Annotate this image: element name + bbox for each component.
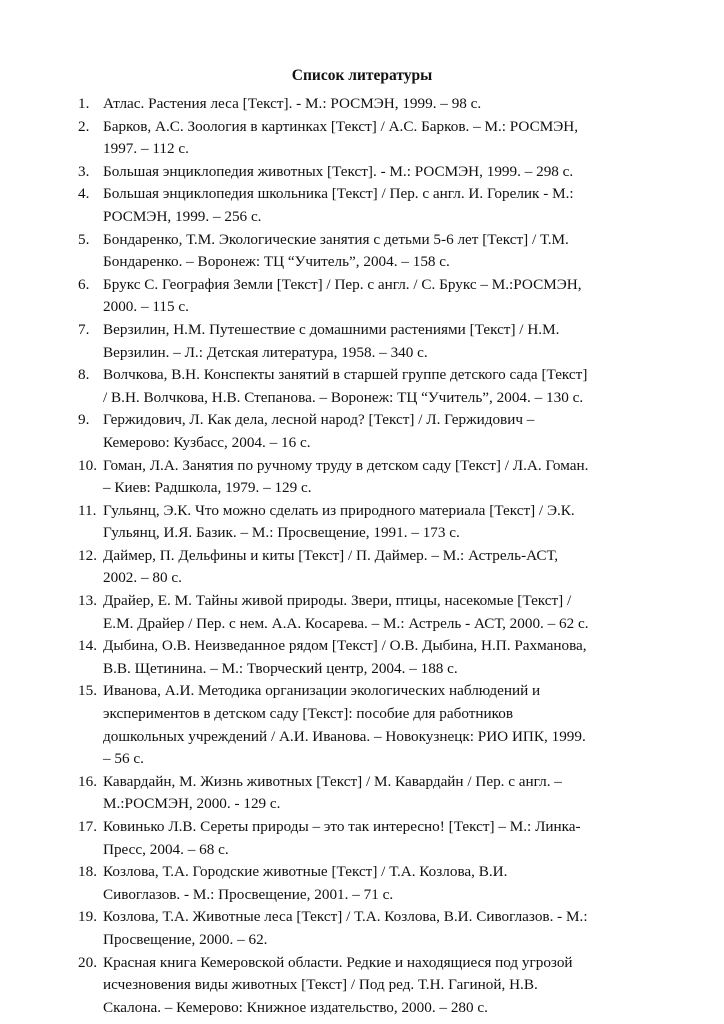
reference-number: 4. xyxy=(78,185,90,203)
reference-line: / В.Н. Волчкова, Н.В. Степанова. – Воронеж: ТЦ “Учитель”, 2004. – 130 с. xyxy=(103,388,584,406)
reference-text xyxy=(103,364,658,409)
reference-line: Барков, А.С. Зоология в картинках [Текст] / А.С. Барков. – М.: РОСМЭН, xyxy=(103,117,579,135)
reference-line: Сивоглазов. - М.: Просвещение, 2001. – 71 с. xyxy=(103,885,394,903)
reference-number: 18. xyxy=(78,863,97,881)
reference-number: 15. xyxy=(78,682,97,700)
reference-text xyxy=(103,455,658,500)
reference-line: Красная книга Кемеровской области. Редкие и находящиеся под угрозой xyxy=(103,953,573,971)
reference-item xyxy=(78,93,658,116)
reference-text xyxy=(103,93,658,116)
reference-line: Гоман, Л.А. Занятия по ручному труду в детском саду [Текст] / Л.А. Гоман. xyxy=(103,456,589,474)
reference-line: Пресс, 2004. – 68 с. xyxy=(103,840,229,858)
reference-line: 2000. – 115 с. xyxy=(103,298,189,316)
reference-line: Просвещение, 2000. – 62. xyxy=(103,930,268,948)
reference-number: 8. xyxy=(78,366,90,384)
reference-text xyxy=(103,161,658,184)
reference-line: Верзилин, Н.М. Путешествие с домашними растениями [Текст] / Н.М. xyxy=(103,320,560,338)
reference-number: 10. xyxy=(78,456,97,474)
reference-text xyxy=(103,274,658,319)
reference-line: – 56 с. xyxy=(103,750,144,768)
reference-text xyxy=(103,500,658,545)
reference-line: Кавардайн, М. Жизнь животных [Текст] / М. Кавардайн / Пер. с англ. – xyxy=(103,772,562,790)
reference-line: Большая энциклопедия школьника [Текст] / Пер. с англ. И. Горелик - М.: xyxy=(103,185,574,203)
reference-line: Бондаренко. – Воронеж: ТЦ “Учитель”, 2004. – 158 с. xyxy=(103,253,450,271)
reference-line: РОСМЭН, 1999. – 256 с. xyxy=(103,207,262,225)
reference-item xyxy=(78,364,658,409)
reference-text xyxy=(103,590,658,635)
reference-line: Бондаренко, Т.М. Экологические занятия с детьми 5-6 лет [Текст] / Т.М. xyxy=(103,230,569,248)
reference-text xyxy=(103,319,658,364)
reference-item xyxy=(78,116,658,161)
reference-item xyxy=(78,500,658,545)
reference-item xyxy=(78,952,658,1020)
reference-text xyxy=(103,229,658,274)
reference-line: – Киев: Радшкола, 1979. – 129 с. xyxy=(103,479,312,497)
page-title: Список литературы xyxy=(291,67,433,84)
reference-item xyxy=(78,161,658,184)
reference-line: Волчкова, В.Н. Конспекты занятий в старшей группе детского сада [Текст] xyxy=(103,366,588,384)
reference-number: 5. xyxy=(78,230,90,248)
reference-number: 19. xyxy=(78,908,97,926)
reference-line: дошкольных учреждений / А.И. Иванова. – Новокузнецк: РИО ИПК, 1999. xyxy=(103,727,586,745)
reference-text xyxy=(103,635,658,680)
reference-line: Кемерово: Кузбасс, 2004. – 16 с. xyxy=(103,433,311,451)
reference-line: 2002. – 80 с. xyxy=(103,569,182,587)
reference-text xyxy=(103,409,658,454)
reference-number: 3. xyxy=(78,162,90,180)
reference-line: Гержидович, Л. Как дела, лесной народ? [Текст] / Л. Гержидович – xyxy=(103,411,535,429)
reference-item xyxy=(78,861,658,906)
reference-item xyxy=(78,274,658,319)
reference-text xyxy=(103,861,658,906)
reference-item xyxy=(78,545,658,590)
reference-item xyxy=(78,816,658,861)
reference-item xyxy=(78,319,658,364)
reference-item xyxy=(78,906,658,951)
reference-number: 11. xyxy=(78,501,97,519)
reference-line: Даймер, П. Дельфины и киты [Текст] / П. Даймер. – М.: Астрель-АСТ, xyxy=(103,546,559,564)
reference-line: Атлас. Растения леса [Текст]. - М.: РОСМЭН, 1999. – 98 с. xyxy=(103,95,482,112)
reference-text xyxy=(103,906,658,951)
reference-number: 13. xyxy=(78,592,97,610)
reference-item xyxy=(78,590,658,635)
reference-text xyxy=(103,952,658,1020)
reference-line: Гульянц, Э.К. Что можно сделать из природного материала [Текст] / Э.К. xyxy=(103,501,575,519)
reference-item xyxy=(78,680,658,770)
reference-number: 14. xyxy=(78,637,97,655)
reference-number: 12. xyxy=(78,546,97,564)
reference-line: Козлова, Т.А. Городские животные [Текст] / Т.А. Козлова, В.И. xyxy=(103,863,508,881)
reference-item xyxy=(78,635,658,680)
reference-number: 9. xyxy=(78,411,90,429)
reference-number: 1. xyxy=(78,95,90,112)
reference-line: Большая энциклопедия животных [Текст]. - М.: РОСМЭН, 1999. – 298 с. xyxy=(103,162,574,180)
reference-line: исчезновения виды животных [Текст] / Под ред. Т.Н. Гагиной, Н.В. xyxy=(103,976,538,994)
reference-number: 7. xyxy=(78,320,90,338)
reference-number: 2. xyxy=(78,117,90,135)
reference-number: 20. xyxy=(78,953,97,971)
reference-line: Верзилин. – Л.: Детская литература, 1958. – 340 с. xyxy=(103,343,428,361)
reference-number: 17. xyxy=(78,818,97,835)
reference-text xyxy=(103,183,658,228)
reference-number: 6. xyxy=(78,275,90,293)
reference-line: Скалона. – Кемерово: Книжное издательство, 2000. – 280 с. xyxy=(103,998,488,1016)
reference-list xyxy=(78,93,658,1019)
reference-text xyxy=(103,816,658,861)
reference-line: Драйер, Е. М. Тайны живой природы. Звери, птицы, насекомые [Текст] / xyxy=(103,592,572,610)
reference-line: Ковинько Л.В. Сереты природы – это так интересно! [Текст] – М.: Линка- xyxy=(103,818,581,835)
reference-item xyxy=(78,771,658,816)
reference-line: М.:РОСМЭН, 2000. - 129 с. xyxy=(103,795,281,813)
reference-item xyxy=(78,409,658,454)
reference-item xyxy=(78,183,658,228)
reference-line: Козлова, Т.А. Животные леса [Текст] / Т.А. Козлова, В.И. Сивоглазов. - М.: xyxy=(103,908,588,926)
reference-text xyxy=(103,771,658,816)
reference-line: В.В. Щетинина. – М.: Творческий центр, 2004. – 188 с. xyxy=(103,659,458,677)
reference-line: Брукс С. География Земли [Текст] / Пер. с англ. / С. Брукс – М.:РОСМЭН, xyxy=(103,275,582,293)
reference-number: 16. xyxy=(78,772,97,790)
reference-line: экспериментов в детском саду [Текст]: пособие для работников xyxy=(103,705,514,723)
reference-item xyxy=(78,229,658,274)
reference-text xyxy=(103,116,658,161)
reference-item xyxy=(78,455,658,500)
reference-text xyxy=(103,545,658,590)
reference-line: Дыбина, О.В. Неизведанное рядом [Текст] / О.В. Дыбина, Н.П. Рахманова, xyxy=(103,637,587,655)
reference-line: Иванова, А.И. Методика организации экологических наблюдений и xyxy=(103,682,541,700)
reference-line: Гульянц, И.Я. Базик. – М.: Просвещение, 1991. – 173 с. xyxy=(103,524,460,542)
reference-line: Е.М. Драйер / Пер. с нем. А.А. Косарева. – М.: Астрель - АСТ, 2000. – 62 с. xyxy=(103,614,589,632)
reference-text xyxy=(103,680,658,770)
reference-line: 1997. – 112 с. xyxy=(103,140,189,158)
